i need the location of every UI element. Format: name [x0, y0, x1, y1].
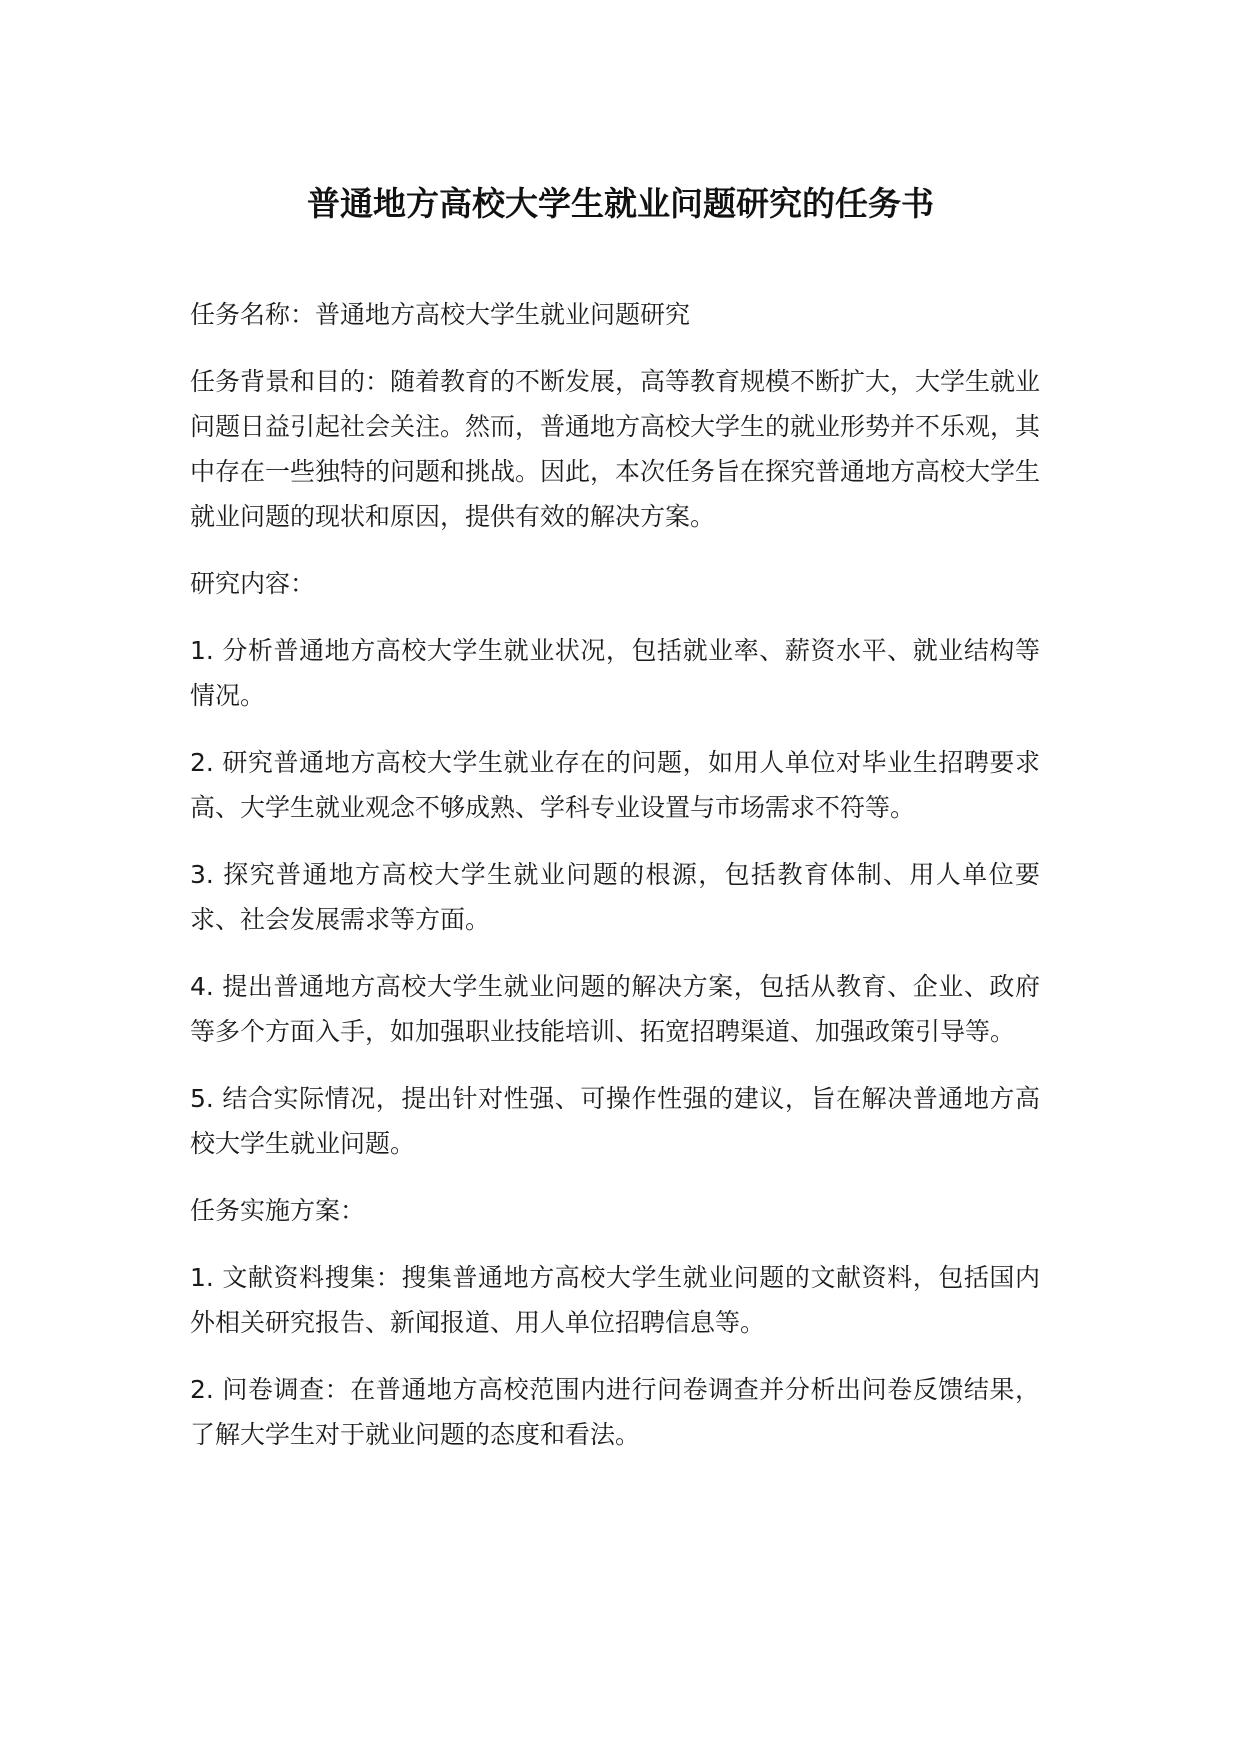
- research-item-1: 1. 分析普通地方高校大学生就业状况，包括就业率、薪资水平、就业结构等情况。: [190, 636, 1040, 710]
- document-body: [190, 292, 1040, 1479]
- research-content-heading: 研究内容：: [190, 569, 316, 598]
- implementation-plan-heading: 任务实施方案：: [190, 1196, 366, 1225]
- page-title: 普通地方高校大学生就业问题研究的任务书: [307, 184, 934, 223]
- research-item-2: 2. 研究普通地方高校大学生就业存在的问题，如用人单位对毕业生招聘要求高、大学生就业观念不够成熟、学科专业设置与市场需求不符等。: [190, 748, 1040, 822]
- research-item-5: 5. 结合实际情况，提出针对性强、可操作性强的建议，旨在解决普通地方高校大学生就业问题。: [190, 1084, 1040, 1158]
- implementation-item-2: 2. 问卷调查：在普通地方高校范围内进行问卷调查并分析出问卷反馈结果，了解大学生对于就业问题的态度和看法。: [190, 1375, 1040, 1449]
- research-item-3: 3. 探究普通地方高校大学生就业问题的根源，包括教育体制、用人单位要求、社会发展需求等方面。: [190, 860, 1040, 934]
- implementation-item-1: 1. 文献资料搜集：搜集普通地方高校大学生就业问题的文献资料，包括国内外相关研究报告、新闻报道、用人单位招聘信息等。: [190, 1263, 1040, 1337]
- task-background-paragraph: 任务背景和目的：随着教育的不断发展，高等教育规模不断扩大，大学生就业问题日益引起社会关注。然而，普通地方高校大学生的就业形势并不乐观，其中存在一些独特的问题和挑战。因此，本次任务旨在探究普通地方高校大学生就业问题的现状和原因，提供有效的解决方案。: [190, 367, 1041, 531]
- task-name-paragraph: 任务名称：普通地方高校大学生就业问题研究: [190, 300, 691, 329]
- research-item-4: 4. 提出普通地方高校大学生就业问题的解决方案，包括从教育、企业、政府等多个方面入手，如加强职业技能培训、拓宽招聘渠道、加强政策引导等。: [190, 972, 1040, 1046]
